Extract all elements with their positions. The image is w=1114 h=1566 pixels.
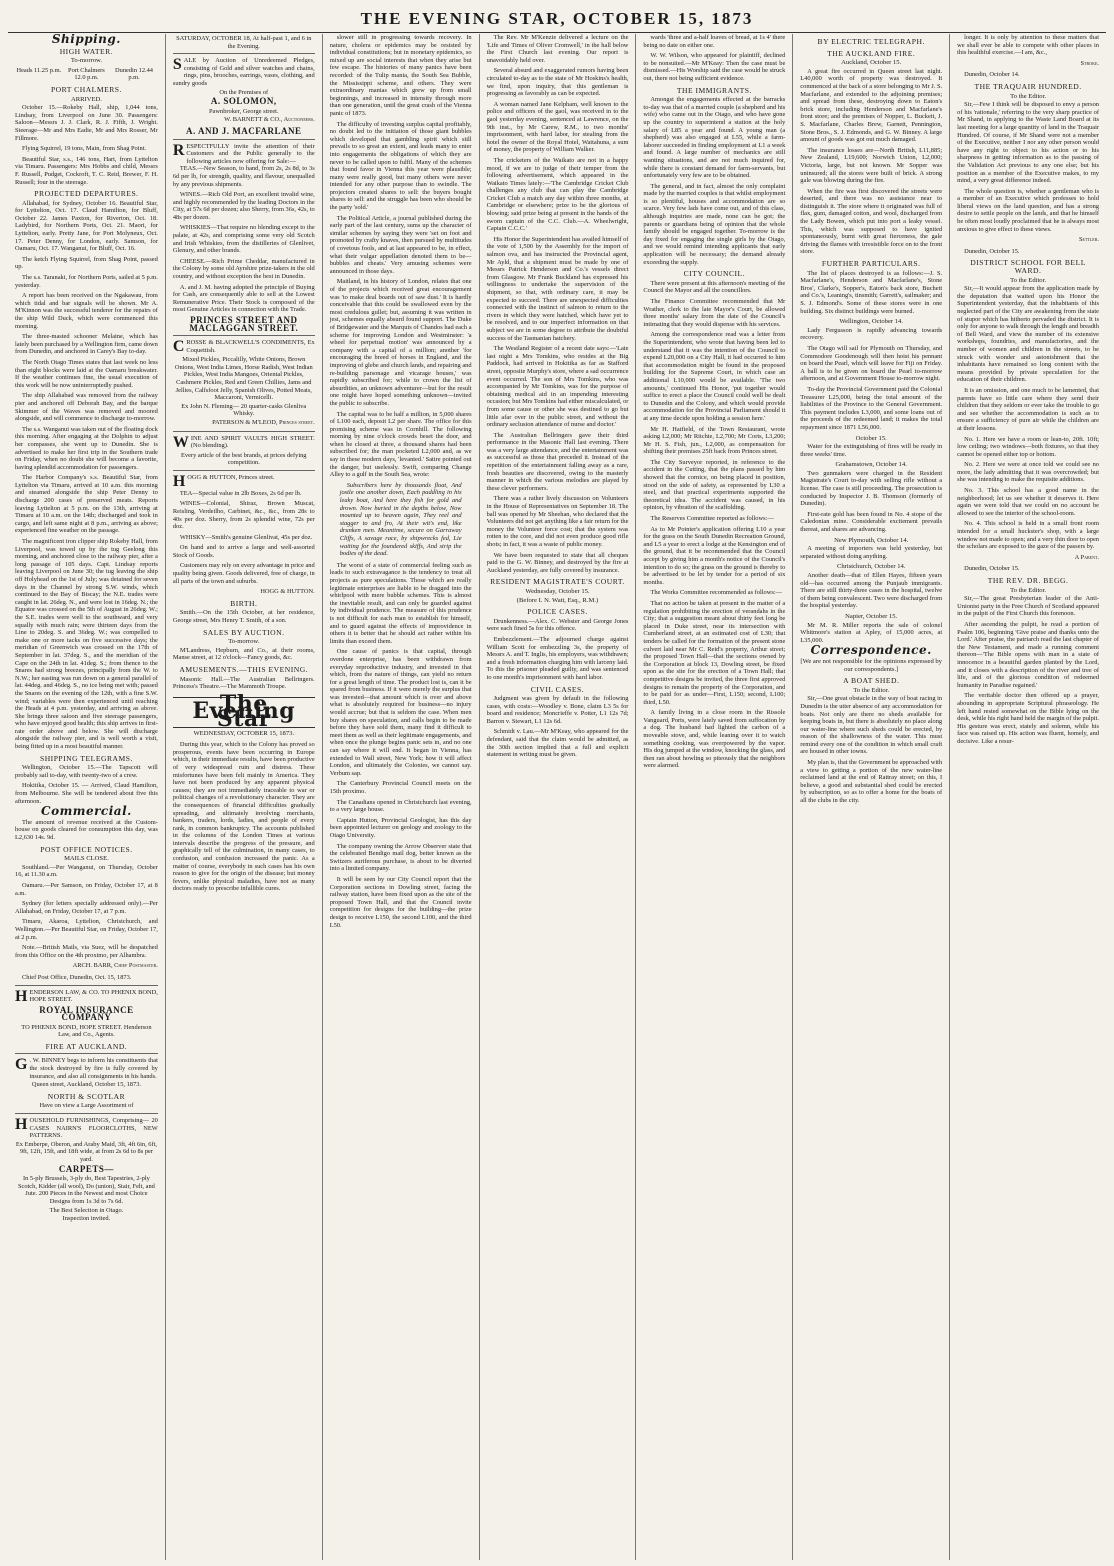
tide-cell: Dunedin 12.44 p.m.: [115, 66, 154, 82]
section-heading: Correspondence.: [810, 643, 932, 658]
dateline: Napier, October 15.: [845, 612, 898, 620]
advertisement-line: Queen street, Auckland, October 15, 1873.: [31, 1081, 141, 1089]
article-paragraph: Southland.—Per Wanganui, on Thursday, October 16, at 11.30 a.m.: [15, 863, 158, 879]
sub-heading: A BOAT SHED.: [843, 676, 900, 686]
article-paragraph: The list of places destroyed is as follows:—J. S. Macfarlane's, Henderson and Macfarlane's, Stone Bros', Clarke's, Sopper's, Eaton's back store, Buchett and Co.'s, Leaning's, tinsmith; Garrett's, sailmaker; and S. J. Edmond's. Some of these stores were in one building. Six distinct buildings were burned.: [800, 269, 943, 315]
article-paragraph: Mr H. Hatfield, of the Town Restaurant, wrote asking L2,000; Mr Ritchie, L2,700; Mr Corts, L3,200; Mr H. S. Fish, jun., L2,000, as compensation for shifting their premises 25ft back from Princes street.: [643, 425, 786, 456]
advertisement-line: Mixed Pickles, Piccalilly, White Onions, Brown Onions, West India Limes, Horse Radish, West Indian Pickles, West India Mangoes, Oriental Pickles, Cashmere Pickles, Red and Green Chillies, Jams and Jellies, Calfsfoot Jelly, Spanish Olives, Potted Meats, Maccaroni, Vermicelli.: [174, 356, 313, 402]
drop-cap: C: [172, 338, 185, 356]
article-paragraph: Maitland, in his history of London, relates that one of the projects which received great encouragement was 'to make deal boards out of saw dust.' It is hardly conceivable that this could be swallowed even by the most credulous gullet; but, assuming it was written in jest, schemes equally absurd found support. The Duke of Bridgewater and the Marquis of Chandos had each a scheme for improving London and Westminster: 'a wheel for perpetual motion' was announced by a company with a capital of a million; another 'for encouraging the breed of horses in England, and the improving of glebe and church lands, and repairing and re-building parsonage and vicarage houses,' was rapidly subscribed for; while to crown the list of absurdities, an unknown adventurer—but for the result one might have hoped something unknown—invited the public to subscribe.: [329, 278, 472, 407]
dateline: To the Editor.: [853, 686, 890, 694]
column-1: [8, 34, 165, 1560]
article-paragraph: Smith.—On the 15th October, at her residence, George street, Mrs Henry T. Smith, of a son.: [172, 609, 315, 625]
advertisement: [173, 335, 315, 355]
dateline: Wednesday, October 15.: [525, 587, 590, 595]
article-paragraph: Hokitika, October 15. — Arrived, Claud Hamilton, from Melbourne. She will be tendered about five this afternoon.: [15, 782, 158, 805]
advertisement-line: Ex John N. Fleming— 20 quarter-casks Glenliva Whisky.: [181, 402, 307, 418]
dateline: (Before I. N. Watt, Esq., R.M.): [516, 596, 599, 604]
article-paragraph: Captain Hutton, Provincial Geologist, has this day been appointed lecturer on geology and zoology to the Otago University.: [329, 816, 472, 839]
article-paragraph: Embezzlement.—The adjourned charge against William Scott for embezzling 3s, the property of Messrs A. and T. Inglis, his employers, was withdrawn; and a fresh information charging him with larceny laid. To this the prisoner pleaded guilty, and was sentenced to one month's imprisonment with hard labor.: [486, 635, 629, 681]
article-paragraph: It will be seen by our City Council report that the Corporation sections in Dowling street, facing the railway station, have been fixed upon as the site of the proposed Town Hall, and that the Council invite competition for designs for the building—the prize design to receive L150, the second L100, and the third L50.: [329, 875, 472, 929]
section-heading: Shipping.: [51, 34, 121, 46]
signature: A Parent.: [1074, 553, 1099, 561]
article-paragraph: The Canadians opened in Christchurch last evening, to a very large house.: [329, 798, 472, 814]
article-paragraph: Dunedin, October 15.: [964, 565, 1020, 573]
article-paragraph: The Rev. Mr M'Kenzie delivered a lecture on the 'Life and Times of Oliver Cromwell,' in the hall below the First Church last evening. Our report is unavoidably held over.: [486, 34, 629, 64]
sub-heading: THE TRAQUAIR HUNDRED.: [974, 81, 1082, 91]
article-paragraph: October 15.—Rokeby Hall, ship, 1,044 tons, Lindsay, from Liverpool on June 30. Passengers: Saloon—Messrs J. J. Clark, R. J. Fifth, J. Wright. Steerage—Mr and Mrs Eadie, Mr and Mrs Rosser, Mr Fillmore.: [15, 104, 158, 142]
signature: PATERSON & M'LEOD, Princes street.: [212, 418, 315, 426]
advertisement: [173, 139, 315, 166]
advertisement-text: ESPECTFULLY invite the attention of their Customers and the Public generally to the following articles now offering for Sale:—: [186, 142, 315, 165]
article-paragraph: A family living in a close room in the Rissole Vanguard, Ports, were lately saved from suffocation by a dog. The husband had lighted the carbon of a moveable stove, and, while leaning over it to watch something cooking, was overpowered by the vapor. His dog jumped at the window, knocking the glass, and then ran about howling so piteously that the neighbors were alarmed.: [643, 709, 786, 770]
article-paragraph: We have been requested to state that all cheques paid to the G. W. Binney, and destroyed by the fire at Auckland yesterday, are fully covered by insurance.: [486, 551, 629, 574]
advertisement: [173, 53, 315, 87]
article-paragraph: Water for the extinguishing of fires will be ready in three weeks' time.: [800, 443, 943, 458]
drop-cap: G: [15, 1056, 28, 1074]
sub-heading: PORT CHALMERS.: [50, 84, 122, 94]
sub-heading: RESIDENT MAGISTRATE'S COURT.: [490, 577, 625, 587]
sub-heading: THE IMMIGRANTS.: [676, 85, 752, 95]
advertisement-line: Pawnbroker, George street.: [209, 107, 279, 115]
article-paragraph: The Westland Register of a recent date says:—'Late last night a Mrs Tomkins, who resides at the Big Paddock, had arrived in Hokitika as far as Stafford street, opposite Murphy's store, where a sad occurrence event occurred. The son of Mrs Tomkins, who was accompanied by Mr Tomkins, was for the purpose of obtaining medical aid in an impending interesting occasion; but Mrs Tomkins had either miscalculated, or from some cause or other she was destined to go but little afar over in the public street, and without the ordinary seclusion attendance of nurse and doctor.': [486, 345, 629, 429]
article-paragraph: M'Landress, Hepburn, and Co., at their rooms, Manse street, at 12 o'clock—Fancy goods, &c.: [172, 646, 315, 662]
article-paragraph: The Canterbury Provincial Council meets on the 15th proximo.: [329, 780, 472, 795]
sub-heading: AMUSEMENTS.—THIS EVENING.: [179, 665, 309, 674]
dateline: Auckland, October 15.: [841, 59, 902, 67]
advertisement-title: CARPETS—: [58, 1163, 114, 1174]
advertisement: [15, 985, 158, 1005]
article-paragraph: The general, and in fact, almost the only complaint made by the married couples is that whilst employment is so plentiful, houses and accommodation are so scarce. Very few lads have come out, and of this class, although inquiries are made, none can be got; the parents or guardians being of opinion that the whole family should be engaged together. To-morrow is the day fixed for engaging the single girls by the Otago, and we would remind intending applicants that early application will be necessary; the demand already exceeding the supply.: [643, 182, 786, 266]
dateline: ARRIVED.: [70, 95, 102, 103]
article-paragraph: The North Otago Times states that last week no less than eight blocks were laid at the Oamaru breakwater. If the weather continues fine, the usual execution of this work will be now uninterruptedly pushed.: [15, 358, 158, 389]
article-paragraph: Dunedin, October 14.: [964, 71, 1020, 79]
article-paragraph: The whole question is, whether a gentleman who is a member of an Executive which professes to hold liberal views on the land question, and has a strong desire to settle people on the lands, and that he himself be often most loudly proclaimed that he is always most anxious to give effect to these views.: [957, 187, 1099, 233]
advertisement-line: Have on view a Large Assortment of: [39, 1102, 134, 1110]
advertisement-line: TO PHŒNIX BOND, HOPE STREET. Henderson Law, and Co., Agents.: [21, 1023, 152, 1039]
article-paragraph: The Works Committee recommended as follows:—: [650, 589, 783, 597]
article-paragraph: The veritable doctor then offered up a prayer, abounding in appropriate Scriptural phraseology. He left hand rested somewhat on the Bible lying on the desk, while his right hand held the margin of the pulpit. His gesture was erect, stately and solemn, while his face was raised up. His action was fluent, homely, and decisive. Like a resur-: [957, 692, 1100, 745]
article-paragraph: The Harbor Company's s.s. Beautiful Star, from Lyttelton via Timaru, arrived at 10 a.m. this morning and steamed alongside the ship Peter Denny to discharge 200 cases of preserved meats. Reports leaving Lyttelton at 5 p.m. on the 13th, arriving at Timaru at 10 a.m. on the 14th; discharged and took in cargo, and left same night at 8 p.m., arriving as above; experienced fine weather on the passage.: [15, 474, 158, 535]
article-paragraph: Sir,—One great obstacle in the way of boat racing in Dunedin is the utter absence of any accommodation for boats. Not only are there no sheds available for keeping boats in, but there is absolutely no place along our water-line where such sheds could be erected, by reason of the shallowness of the water. This must remind every one of the condition in which small craft are housed in other towns.: [800, 695, 943, 756]
article-paragraph: My plan is, that the Government be approached with a view to getting a portion of the new water-line reclaimed land at the end of Rattray street; on this, I believe, a good and substantial shed could be erected by subscription, so as to offer a home for the boats of all the clubs in the city.: [800, 759, 943, 805]
article-paragraph: Sir,—The great Presbyterian leader of the Anti-Unionist party in the Free Church of Scotland appeared in the pulpit of the First Church this forenoon.: [957, 595, 1099, 618]
article-paragraph: The difficulty of investing surplus capital profitably, no doubt led to the initiation of those giant bubbles which developed that gambling spirit which still prevails to so great an extent, and leads many to enter into engagements the obligations of which they are never to be called upon to fulfil. Many of the schemes that found favor in Vienna this year were plausible; many were really good, but many others were never intended for any other purpose than to swindle. The projectors created shares to sell: the buyers bought shares to sell: and the struggle has been who should be the party 'sold.': [329, 120, 472, 212]
section-heading: Commercial.: [41, 804, 132, 819]
article-paragraph: Chief Post Office, Dunedin, Oct. 15, 1873.: [22, 973, 132, 981]
article-paragraph: The capital was to be half a million, in 5,000 shares of L100 each, deposit L2 per share. The office for this promising scheme was in Cornhill. The following morning by nine o'clock crowds beset the door, and when he closed at three, a thousand shares had been subscribed for; the man pocketed L2,000 and, as we say in these modern days, 'levanted.' Satire pointed out the danger, but uselessly. Swift, comparing Change Alley to a gulf in the South Sea, wrote:: [329, 410, 472, 479]
tide-cell: Port Chalmers 12.0 p.m.: [68, 66, 105, 82]
article-paragraph: slower still in progressing towards recovery. In nature, cholera or epidemics may be resisted by individual constitutions; but in monetary epidemics, so mixed up are social interests that when they arise but few escape. The histories of many panics have been recorded: of the Tulip mania, the South Sea Bubble, the Mississippi scheme, and others. They were extraordinary manias which grew up from small beginnings, and increased in intensity through more than one generation, until the great crash of the Vienna panic of 1873.: [329, 34, 472, 117]
page-masthead: THE EVENING STAR, OCTOBER 15, 1873: [8, 6, 1106, 33]
signature: W. BARNETT & CO., Auctioneers.: [224, 116, 315, 124]
advertisement: [15, 1113, 158, 1140]
article-paragraph: Dunedin, October 15.: [964, 247, 1020, 255]
article-paragraph: Masonic Hall.—The Australian Bellringers. Princess's Theatre.—The Mammoth Troupe.: [172, 675, 315, 691]
advertisement-text: OGG & HUTTON, Princes street.: [187, 473, 275, 481]
dateline: [We are not responsible for the opinions expressed by our correspondents.]: [800, 657, 942, 673]
column-6: [792, 34, 949, 1560]
drop-cap: H: [172, 472, 186, 490]
advertisement-title: ROYAL INSURANCE COMPANY: [39, 1004, 134, 1023]
article-paragraph: During this year, which to the Colony has proved so prosperous, events have been occurring in Europe which, in their immediate results, have been productive of very widespread ruin and distress. These misfortunes have been felt mainly in America. They have not been produced by any apparent physical causes; they are not immediately traceable to war or political changes of a revolutionary character. They are the consequences of financial difficulties gradually spreading, and ultimately involving merchants, bankers, traders, lords, ladies, and people of every rank, in common bankruptcy. The accounts published in the columns of the London Times at various intervals describe the progress of the pressure, and graphically tell of the culmination, in many cases, to confusion, and confusion increased the panic. As a matter of course, everybody in such cases has his own reason to give for the origin of the disease; but money fevers, unlike physical maladies, have not as many doctors ready to prescribe infallible cures.: [172, 741, 315, 893]
article-paragraph: The amount of revenue received at the Custom-house on goods cleared for consumption this day, was L2,630 14s. 9d.: [15, 818, 158, 841]
article-paragraph: Several absurd and exaggerated rumors having been circulated to-day as to the state of Mr Hoskins's health, we find, upon inquiry, that this gentleman is progressing as favorably as can be expected.: [486, 67, 629, 98]
article-paragraph: Amongst the engagements effected at the barracks to-day was that of a married couple (a shepherd and his wife) who came out in the Otago, and who have gone up the country to superintend a station at the holy salary of L85 a year and found. A young man (a shepherd) was also engaged at L55, while a farm-laborer succeeded in finding employment at L1 a week and found. A large number of mechanics are still wanting situations, and are not much inquired for, while there is constant demand for farm-servants, but unfortunately very few are to be obtained.: [643, 96, 786, 180]
article-paragraph: The magnificent iron clipper ship Rokeby Hall, from Liverpool, was towed up by the tug Geelong this morning, and anchored close to the railway pier, after a long passage of 105 days. Capt. Lindsay reports leaving Liverpool on June 30; the tug leaving the ship off Holyhead on the 1st of July; was detained for seven days in the Channel by strong S.W. winds, which continued to the Bay of Biscay; the N.E. trades were caught in lat. 26deg. N., and were lost in 16deg. N.; the Equator was crossed on the 5th of August in 26deg. W.; the S.E. trades were well to the southward, and very squally with much rain; were thirteen days from the Line to 20deg. S. and 36deg. W.; was compelled to make one or more tacks on five successive days; the meridian of Greenwich was crossed on the 17th of September in lat. 37deg. S., and the meridian of the Cape on the 24th in lat. 41deg. S.; from thence to the Snares had strong breezes, principally from the W. to N.W.; her easting was run down on a general parallel of lat. 44deg. and 46deg. S., no ice being met with; passed the Snares on the evening of the 12th, with a fine S.W. wind; variables were then experienced until reaching the Heads at 4 p.m. yesterday, and arriving as above. She brings three saloon and five steerage passengers, who have enjoyed good health; this ship arrives in first-rate order above and below. She will discharge alongside the railway pier, and is well worth a visit, being fitted up in a most beautiful manner.: [15, 538, 158, 751]
article-paragraph: The Finance Committee recommended that Mr Wrather, clerk to the late Mayor's Court, be allowed three months' salary from the date of the Council's intimating that they would dispense with his services.: [643, 298, 786, 328]
dateline: Wellington, October 14.: [839, 318, 903, 326]
advertisement-title: PRINCES STREET AND MACLAGGAN STREET.: [189, 315, 299, 333]
article-paragraph: There were present at this afternoon's meeting of the Council the Mayor and all the councillors.: [643, 279, 786, 295]
article-paragraph: First-rate gold has been found in No. 4 stope of the Caledonian mine. Considerable excitement prevails thereat, and shares are advancing.: [800, 510, 943, 534]
article-paragraph: Note.—British Mails, via Suez, will be despatched from this Office on the 4th proximo, per Alhambra.: [15, 944, 158, 959]
article-paragraph: A meeting of importers was held yesterday, but separated without doing anything.: [800, 545, 943, 560]
sub-heading: THE AUCKLAND FIRE.: [827, 48, 916, 58]
sub-heading: POST OFFICE NOTICES.: [40, 844, 133, 854]
article-paragraph: The three-masted schooner Melaine, which has lately been purchased by a Wellington firm, came down from Dunedin, and anchored in Carey's Bay to-day.: [15, 333, 158, 356]
advertisement-text: OUSEHOLD FURNISHINGS, Comprising— 20 CASES NAIRN'S FLOORCLOTHS, NEW PATTERNS.: [29, 1117, 158, 1140]
sub-heading: NORTH & SCOTLAR: [47, 1091, 126, 1101]
column-7: [949, 34, 1106, 1560]
dateline: Grahamstown, October 14.: [835, 461, 907, 469]
advertisement-text: ALE by Auction of Unredeemed Pledges, consisting of Gold and silver watches and chains, rings, pins, brooches, earrings, vases, clothing, and sundry goods: [172, 57, 315, 87]
article-paragraph: The insurance losses are—North British, L11,885; New Zealand, L19,600; Norwich Union, L2,000; Victoria, large, but not known. Mr Sopper was uninsured; all the stores were built of brick. A strong gale was blowing during the fire.: [800, 146, 943, 185]
signature: Stroke.: [1080, 59, 1099, 67]
column-3: [322, 34, 479, 1560]
article-paragraph: wards 'three and a-half loaves of bread, at 1s 4' there being no date on either one.: [643, 34, 786, 49]
article-paragraph: The cricketers of the Waikato are not in a happy mood, if we are to judge of their temper from the following advertisement, which appeared in the Waikato Times lately:—'The Cambridge Cricket Club challenges any club that can play the Cambridge Cricket Club a match any day within three months, at Cambridge or elsewhere; prize to be the glorious of blowing; said prize being at present in the hands of the sworn captain of the C.C. Club.—A. Wheelwright, Captain C.C.C.': [486, 156, 629, 233]
article-paragraph: The company owning the Arrow Observer state that the celebrated Bendigo mail dog, better known as the Switzers auriferous purchase, is about to be diverted into a limited company.: [329, 842, 472, 873]
article-paragraph: The s.s. Wanganui was taken out of the floating dock this morning. After engaging at the Dolphin to adjust her compasses, she went up to Dunedin. She is advertised to make her first trip in the Southern trade on Friday, when no doubt she will become a favorite, having splendid accommodation for passengers.: [15, 425, 158, 471]
sub-heading: CIVIL CASES.: [530, 684, 585, 694]
article-paragraph: That no action be taken at present in the matter of a regulation prohibiting the erection of verandahs in the City; that a suggestion meant about thirty feet long be placed in Duke street, near its intersection with Cumberland street, at an estimated cost of L30; that tenders be called for the formation of the present stone culvert laid near Mr C. Reid's property, Arthur street; the proposed Town Hall—that the sections owned by the Corporation at block 13, Dowling street, be fixed upon as the site for the erection of a Town Hall; that competitive designs be invited, the three first approved designs to remain the property of the Corporation, and to be paid for as under—First, L150; second, L100; third, L50.: [643, 599, 786, 706]
advertisement-line: Inspection invited.: [62, 1215, 111, 1223]
article-paragraph: Sir,—Few I think will be disposed to envy a person of his 'rationale,' referring to the very sharp practice of Mr Shand, in applying to the Waste Land Board at its last meeting for a large quantity of land in the Traquair Hundred. Of course, if Mr Shand were not a member of the Executive, neither I nor any other person would have any right to object to his action or to his sharpness in getting information as to the passing of the Validation Act previous to any one else; but his position as a member of the Executive makes, to my mind, a very great difference indeed.: [957, 101, 1099, 185]
drop-cap: R: [172, 141, 185, 159]
dateline: To-morrow.: [228, 638, 260, 646]
signature: HOGG & HUTTON.: [260, 588, 315, 596]
sub-heading: SHIPPING TELEGRAMS.: [39, 753, 133, 763]
article-paragraph: Lady Fergusson is rapidly advancing towards recovery.: [800, 326, 943, 342]
article-paragraph: The Political Article, a journal published during the early part of the last century, sums up the character of similar schemes by saying they were 'set on foot and promoted by crafty knaves, then pursued by multitudes of covetous fools, and at last appeared to be, in effect, what their vulgar appellation denoted them to be—bubbles and cheats.' Very amusing schemes were announced in those days.: [329, 214, 472, 275]
sub-heading: FIRE AT AUCKLAND.: [45, 1041, 128, 1051]
article-paragraph: W. W. Wilson, who appeared for plaintiff, declined to be nonsuited.—Mr M'Keay: Then the case must be dismissed.—His Worship said the case would be struck out, there not being sufficient evidence.: [643, 52, 786, 82]
article-paragraph: Mr M. R. Miller reports the sale of colonel Whitmore's station at Apley, of 15,000 acres, at L35,000.: [800, 621, 943, 644]
article-paragraph: A great fire occurred in Queen street last night. L40,000 worth of property was destroyed. It commenced at the back of a store belonging to Mr J. S. Macfarlane, and extended to the adjoining premises; and spread from these, destroying down to Eaton's brick store, including Henderson and Macfarlane's front store; and the premises of Nopper, L. Buckett, J. S. Macfarlane, Charles Brew, Garnett, Pennington, Stone Bros., S. J. Edmonds, and G. W. Binney. A large amount of goods was got out much damaged.: [800, 67, 943, 144]
article-paragraph: No. 2. Here we were at once told we could see no more, the lady admitting that it was overcrowded; but she was intending to make the requisite additions.: [957, 461, 1099, 484]
article-paragraph: The s.s. Taranaki, for Northern Ports, sailed at 5 p.m. yesterday.: [15, 274, 158, 289]
advertisement-line: SATURDAY, OCTOBER 18, At half-past 1, and 6 in the Evening.: [176, 35, 312, 50]
drop-cap: W: [172, 433, 189, 451]
advertisement-line: Ex Emberpe, Oberon, and Araby Maid, 3ft, 4ft 6in, 6ft, 9ft, 12ft, 15ft, and 18ft wide, at from 2s 6d to 8s per yard.: [15, 1140, 157, 1163]
article-paragraph: CHEESE.—Rich Prime Cheddar, manufactured in the Colony by some old Ayrshire prize-takers in the old country, and without exception the best in Dunedin.: [172, 257, 315, 281]
advertisement-line: The Best Selection in Otago.: [49, 1206, 124, 1214]
sub-heading: HIGH WATER.: [59, 46, 114, 56]
advertisement: [15, 1053, 158, 1080]
advertisement-text: . W. BINNEY begs to inform his constituents that the stock destroyed by fire is fully covered by insurance, and also all consignments in his hands.: [29, 1057, 158, 1080]
advertisement: [173, 470, 315, 490]
article-paragraph: As to Mr Pointer's application offering L10 a year for the grass on the South Dunedin Recreation Ground, and L5 a year to erect a lodge at the Kensington end of the ground, that it be recommended that the Council accept by giving him a month's notice of the Council's intention to do so; the grass on the ground is thereby to be advertised to be let by tender for a period of six months.: [643, 525, 786, 586]
tide-cell: Heads 11.25 p.m.: [16, 66, 62, 74]
dateline: October 15.: [855, 434, 887, 442]
article-paragraph: On hand and to arrive a large and well-assorted Stock of Goods.: [172, 544, 315, 559]
article-paragraph: Sir,—It would appear from the application made by the deputation that waited upon his Honor the Superintendent yesterday, that the inhabitants of this neglected part of the City are awakening from the state of stupor which has hitherto pervaded the district. It is only for anyone to walk through the length and breadth of Bell Ward, and view the number of its extensive workshops, foundries, and manufactories, and the number of women and children in the streets, to be struck with wonder and astonishment that the inhabitants have remained so long content with the means provided by private speculation for the education of their children.: [957, 285, 1099, 384]
article-paragraph: A woman named Jane Kelpham, well known to the police and officers of the gaol, was received in to the gaol yesterday evening, sentenced at Lawrence, on the 9th inst., by Mr Carew, R.M., to two months' imprisonment, with hard labor, for stealing from the hotel the owner of the Royal Hotel, Waitahuna, a sum of money, the property of William Walker.: [486, 100, 629, 154]
dateline: New Plymouth, October 14.: [834, 536, 909, 544]
dateline: MAILS CLOSE.: [64, 855, 109, 863]
advertisement-text: INE AND SPIRIT VAULTS HIGH STREET. (No blending).: [190, 434, 315, 450]
signature: Settler.: [1078, 236, 1099, 244]
advertisement-text: ROSSE & BLACKWELL'S CONDIMENTS, Ex Coquettish.: [186, 339, 315, 354]
article-paragraph: WHISKIES—That require no blending except to the palate, at 42s, and comprising some very old Scotch and Irish Whiskies, from the distilleries of Glenlivet, Glenury, and other brands.: [172, 224, 315, 255]
article-paragraph: The ketch Flying Squirrel, from Shag Point, passed up.: [15, 255, 158, 271]
article-paragraph: A. and J. M. having adopted the principle of Buying for Cash, are consequently able to sell at the Lowest Remunerative Price. Their Stock is composed of the most Genuine Articles in connection with the Trade.: [172, 283, 315, 314]
advertisement-line: On the Premises of: [219, 88, 269, 96]
article-paragraph: The ship Allahabad was removed from the railway pier and anchored off Deborah Bay, and the barque Skimmer of the Waves was removed and moored alongside, and will commence to discharge to-morrow.: [15, 392, 158, 423]
article-paragraph: Beautiful Star, s.s., 146 tons, Hart, from Lyttelton via Timaru. Passengers: Mrs Hobbs and child, Messrs F. Russell, Pudget, Cockroft, T. C. Reid, Brewer, F. H. Russell; four in the steerage.: [15, 155, 158, 186]
article-paragraph: Drunkenness.—Alex. C. Webster and George Jones were each fined 5s for this offence.: [486, 617, 629, 633]
drop-cap: S: [172, 56, 182, 74]
article-paragraph: TEAS.—New Season, to hand, from 2s, 2s 8d, to 3s 6d per lb, for strength, quality, and flavour, unequalled by any previous shipments.: [172, 165, 315, 188]
article-paragraph: Another death—that of Ellen Hayes, fifteen years old—has occurred among the Punjaub immigrants. There are still thirty-three cases in the hospital, twelve of them being convalescent. Two were discharged from the hospital yesterday.: [800, 572, 943, 610]
article-paragraph: Flying Squirrel, 19 tons, Main, from Shag Point.: [22, 145, 147, 153]
dateline: To the Editor.: [1010, 276, 1047, 284]
verse-quote: Subscribers here by thousands float, And jostle one another down, Each paddling in his leaky boat, And here they fish for gold and drown. Now buried in the depths below, Now mounted up to heaven again, They reel and stagger to and fro, At their wit's end, like drunken men. Meantime, secure on Garraway Cliffs, A savage race, by shipwrecks fed, Lie waiting for the foundered skiffs, And strip the bodies of the dead.: [339, 481, 462, 558]
article-paragraph: Sydney (for letters specially addressed only).—Per Allahabad, on Friday, October 17, at 7 p.m.: [15, 900, 158, 915]
article-paragraph: After ascending the pulpit, he read a portion of Psalm 106, beginning 'Give praise and thanks unto the Lord.' After praise, the patriarch read the last chapter of the New Testament, and made a running comment thereon—'The Bible opens with man in a state of innocence in a beautiful garden planted by the Lord, and it closes with a description of the river and tree of life, and of the glorious condition of redeemed humanity in Paradise regained.': [957, 620, 1099, 689]
column-5: [635, 34, 792, 1560]
advertisement-title: A. SOLOMON,: [210, 96, 277, 107]
article-paragraph: The City Surveyor reported, in reference to the accident in the Cutting, that the plans passed by him showed that the cornice, on being placed in position, stood on the side of safety, as represented by L30 a steel, and that practical experiments supported the theoretical idea. The accident was caused, in his opinion, by vibration of the scaffolding.: [643, 458, 786, 512]
tide-table: [15, 67, 158, 82]
column-2: [165, 34, 322, 1560]
dateline: Christchurch, October 14.: [836, 563, 906, 571]
article-paragraph: TEA—Special value in 2lb Boxes, 2s 6d per lb.: [179, 489, 302, 497]
article-paragraph: WINES—Colonial, Shiraz, Brown Muscat, Reisling, Verdeilho, Carbinet, &c., &c., from 28s to 40s per doz. Sherry, from 2s splendid wine, 72s per doz.: [172, 500, 315, 531]
article-paragraph: The Reserves Committee reported as follows:—: [650, 515, 774, 523]
article-paragraph: Timaru, Akaroa, Lyttelton, Christchurch, and Wellington.—Per Beautiful Star, on Friday, October 17, at 2 p.m.: [15, 918, 158, 941]
article-paragraph: WINES.—Rich Old Port, an excellent invalid wine, and highly recommended by the leading Doctors in the City, at 57s 6d per dozen; also Sherry, from 36s, 42s, to 48s per dozen.: [172, 191, 315, 221]
article-paragraph: Schmidt v. Lau.—Mr M'Keay, who appeared for the defendant, said that the claim would be admitted, as the 30th section implied that a full and explicit statement in writing must be given.: [486, 728, 629, 759]
sub-heading: DISTRICT SCHOOL FOR BELL WARD.: [970, 258, 1086, 276]
dateline: To the Editor.: [1010, 92, 1047, 100]
article-paragraph: Two gunmakers were charged in the Resident Magistrate's Court to-day with selling rifle without a license. The case is still proceeding. The prosecution is conducted by Inspector J. B. Thomson (formerly of Dunedin).: [800, 469, 943, 508]
article-paragraph: It is an omission, and one much to be lamented, that parents have so little care where they send their children that they seldom or ever take the trouble to go and see whether the accommodation is such as to ensure a sufficiency of pure air while the children are at their lessons.: [957, 386, 1099, 432]
advertisement-text: ENDERSON LAW, & CO. TO PHŒNIX BOND, HOPE STREET.: [29, 988, 158, 1004]
sub-heading: SALES BY AUCTION.: [203, 627, 285, 637]
newspaper-date: WEDNESDAY, OCTOBER 15, 1873.: [193, 729, 295, 737]
article-paragraph: When the fire was first discovered the streets were deserted, and there was no assistance near to distinguish it. The store where it originated was full of flax, gum, damaged cotton, and wool, discharged from the Lady Bowen, which put into port a leaky vessel. This, which was supposed to have ignited spontaneously, burnt with great fierceness, the gale driving the flames with irresistible force on to the front store.: [800, 187, 943, 256]
dateline: To the Editor.: [1010, 586, 1047, 594]
article-paragraph: A report has been received on the Ngakawau, from which tidal and bar signals will be shown. Mr A. M'Kinnon was the successful tenderer for the repairs of the ship Wild Duck, which were commenced this morning.: [15, 292, 158, 330]
signature: ARCH. BARR, Chief Postmaster.: [72, 962, 158, 970]
column-4: [479, 34, 636, 1560]
article-paragraph: Among the correspondence read was a letter from the Superintendent, who wrote that having been led to understand that it was the intention of the Council to expend L20,000 on a City Hall, it had occurred to him that accommodation might be found in the proposed building for the Supreme Court, in which case an additional L10,000 would be available. 'The two amounts,' continued His Honor, 'put together would suffice to erect a place the Council could well be dealt to Dunedin and the Colony, and which would provide accommodation for the Provincial Parliament should it at any time decide upon holding a session here.': [643, 331, 786, 422]
sub-heading: POLICE CASES.: [527, 607, 588, 617]
drop-cap: H: [15, 1116, 28, 1134]
sub-heading: BY ELECTRIC TELEGRAPH.: [817, 37, 925, 46]
advertisement: [173, 431, 315, 451]
article-paragraph: Oamaru.—Per Samson, on Friday, October 17, at 8 a.m.: [15, 881, 158, 897]
sub-heading: PROJECTED DEPARTURES.: [34, 189, 139, 199]
article-paragraph: The worst of a state of commercial feeling such as leads to such extravagance is the tendency to treat all projects as pure speculations. Those which are really legitimate enterprises are liable to be dragged into the whirlpool with mere bubble schemes. This is almost the inevitable result, and can only be guarded against by individual prudence. The measure of this prudence is not difficult for each man to establish for himself, and to guard against the effects of improvidence in others it is better that he should act rather within his limits than exceed them.: [329, 561, 472, 645]
drop-cap: H: [15, 987, 28, 1005]
sub-heading: BIRTH.: [230, 598, 258, 608]
article-paragraph: WHISKY—Smith's genuine Glenlivat, 45s per doz.: [179, 533, 313, 541]
article-paragraph: One cause of panics is that capital, through overdone enterprise, has been withdrawn from everyday reproductive industry, and invested in that which, from the nature of things, can yield no return for a great length of time. The product lost is, can it be spared from business. If it were merely the surplus that was invested—that amount which is over and above what is absolutely required for business—no injury would accrue; but that is seldom the case. When men buy shares on speculation, and calls begin to be made before they have sold them, many find it difficult to meet them as well as their legitimate engagements, and when once the plunge begins panic sets in, and no one can say where it will end. It began in Vienna, has extended to Wall street, New York; how it will affect London, and ultimately the Colonies, we cannot say. Verbum sap.: [329, 648, 472, 777]
article-paragraph: Wellington, October 15.—The Tapscott will probably sail to-day, with twenty-two of a crew.: [15, 764, 158, 779]
article-paragraph: No. 3. This school has a good name in the neighborhood; let us see whether it deserves it. Here again we were told that we could on no account be allowed to see the interior of the school-room.: [957, 487, 1099, 517]
dateline: To-morrow.: [70, 57, 102, 65]
advertisement-title: A. AND J. MACFARLANE: [185, 125, 302, 136]
sub-heading: CITY COUNCIL.: [683, 269, 746, 279]
article-paragraph: No. 4. This school is held in a small front room intended for a small huckster's shop, with a large window not made to open; and a very thin door to open the scholars are exposed to the gaze of the passers by.: [957, 520, 1099, 551]
article-paragraph: Judgment was given by default in the following cases, with costs:—Woodley v. Bone, claim L3 5s for board and residence; Moncrieffe v. Potter, L1 12s 7d; Barron v. Stewart, L1 12s 6d.: [486, 695, 629, 725]
article-paragraph: The Otago will sail for Plymouth on Thursday, and Commodore Goodenough will then hoist his pennant on board the Pearl, which will leave for Fiji on Friday. A ball is to be given on board the Pearl to-morrow afternoon, and at Government House to-morrow night.: [800, 344, 943, 383]
article-paragraph: To-day the Provincial Government paid the Colonial Treasurer L25,000, being the total amount of the liabilities of the Province to the General Government. This payment includes L3,000, and some loans out of the proceeds of the redeemed land; it makes the total repayment since 1871 L56,000.: [800, 385, 943, 431]
newspaper-title: The Evening Star: [173, 697, 315, 728]
article-paragraph: His Honor the Superintendent has availed himself of the vote of 1,500 by the Assembly for the import of salmon ova, and has instructed the Provincial agent, Mr Ayld, that a shipment must be made by one of Messrs Patrick Henderson and Co.'s vessels direct from Glasgow. Mr Frank Buckland has expressed his willingness to undertake the supervision of the shipment, so that, with ordinary care, it may be expected to succeed. There are unexpected difficulties connected with the instinct of salmon to return to the rivers in which they were hatched, which have yet to be resolved, and to our imperfect information on that subject we are in some degree to attribute the doubtful success of the Tasmanian hatchery.: [486, 235, 629, 342]
article-paragraph: No. 1. Here we have a room or lean-to, 20ft. 10ft; low ceiling; two windows—both fixtures, so that they cannot be opened either top or bottom.: [957, 435, 1099, 458]
advertisement-line: In 5-ply Brussels, 3-ply do, Best Tapestries, 2-ply Scotch, Kidder (all wool), Do (union), Stair, Felt, and Jute. 200 Pieces in the Newest and most Choice Designs from 1s 3d to 7s 6d.: [17, 1175, 155, 1205]
sub-heading: FURTHER PARTICULARS.: [821, 259, 921, 269]
sub-heading: THE REV. DR. BEGG.: [987, 576, 1069, 585]
article-paragraph: The Australian Bellringers gave their third performance in the Masonic Hall last evening. There was a very large attendance, and the entertainment was as successful as those that preceded it. Instead of the repetition of the entertainment falling away as a rare, fresh beauties are discovered, owing to the masterly manner in which the various melodies are played by these clever performers.: [486, 431, 629, 492]
article-paragraph: There was a rather lively discussion on Volunteers in the House of Representatives on September 18. The ball was opened by Mr Sheehan, who declared that the Volunteers did not get anything like a fair return for the money the Volunteer force cost; that the system was rotten to the core, and did not even produce good rifle shots; in fact, it was a waste of public money.: [486, 495, 629, 548]
article-paragraph: Customers may rely on every advantage in price and quality being given. Goods delivered, free of charge, in all parts of the town and suburbs.: [172, 562, 315, 585]
advertisement-line: Every article of the best brands, at prices defying competition.: [181, 451, 307, 467]
article-paragraph: Allahabad, for Sydney, October 16. Beautiful Star, for Lyttelton, Oct. 17. Claud Hamilton, for Bluff, October 22. James Paxton, for Riverton, Oct. 18. Ladybird, for Northern Ports, Oct. 21. Maori, for Lyttelton, early. Pretty Jane, for Port Molyneux, Oct. 17. Peter Denny, for London, early. Samson, for Oamaru, Oct. 17. Wanganui, for Bluff, Oct. 16.: [15, 199, 158, 253]
article-paragraph: longer. It is only by attention to these matters that we shall ever be able to compete with other places in this healthful exercise.—I am, &c.,: [957, 34, 1099, 57]
columns-container: [8, 34, 1106, 1560]
